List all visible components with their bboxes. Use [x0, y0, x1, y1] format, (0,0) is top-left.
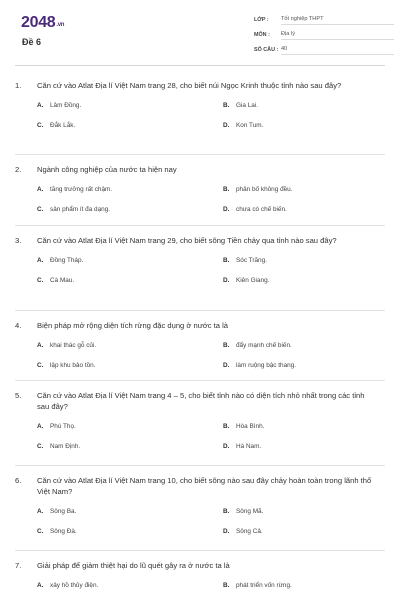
question-1	[15, 66, 385, 155]
question-number: 3.	[15, 236, 22, 245]
meta-row-count	[254, 42, 394, 57]
option-a[interactable]	[37, 185, 211, 194]
option-a[interactable]	[37, 422, 211, 431]
question-3	[15, 226, 385, 311]
option-letter: D.	[223, 277, 230, 284]
meta-label: MÔN :	[254, 31, 270, 38]
option-b[interactable]	[211, 185, 385, 194]
option-text: Kon Tum.	[236, 122, 264, 129]
option-b[interactable]	[211, 101, 385, 110]
option-text: Lâm Đồng.	[50, 102, 82, 109]
option-letter: C.	[37, 528, 44, 535]
option-c[interactable]	[37, 205, 211, 214]
option-text: Nam Định.	[50, 443, 81, 450]
exam-header	[15, 0, 385, 66]
option-a[interactable]	[37, 507, 211, 516]
option-text: Sóc Trăng.	[236, 257, 267, 264]
question-6	[15, 466, 385, 551]
question-7	[15, 551, 385, 600]
question-text	[15, 80, 385, 91]
option-letter: D.	[223, 528, 230, 535]
option-d[interactable]	[211, 361, 385, 370]
option-letter: A.	[37, 508, 44, 515]
option-text: đẩy mạnh chế biến.	[236, 342, 292, 349]
option-b[interactable]	[211, 256, 385, 265]
option-letter: C.	[37, 206, 44, 213]
question-body: Ngành công nghiệp của nước ta hiện nay	[37, 165, 177, 174]
option-letter: C.	[37, 277, 44, 284]
option-text: phát triển vốn rừng.	[236, 582, 292, 589]
option-text: Cà Mau.	[50, 277, 75, 284]
options	[37, 185, 385, 214]
option-text: Sông Ba.	[50, 508, 77, 515]
option-text: Hòa Bình.	[236, 423, 265, 430]
option-letter: C.	[37, 443, 44, 450]
option-text: Sông Cả.	[236, 528, 263, 535]
option-text: Phú Thọ.	[50, 423, 76, 430]
options	[37, 507, 385, 536]
option-letter: B.	[223, 582, 230, 589]
option-a[interactable]	[37, 256, 211, 265]
option-c[interactable]	[37, 442, 211, 451]
option-text: lập khu bảo tồn.	[50, 362, 96, 369]
question-body: Biện pháp mở rộng diện tích rừng đặc dụng ở nước ta là	[37, 321, 229, 330]
option-letter: A.	[37, 342, 44, 349]
option-b[interactable]	[211, 507, 385, 516]
option-c[interactable]	[37, 121, 211, 130]
question-body: Căn cứ vào Atlat Địa lí Việt Nam trang 4 – 5, cho biết tỉnh nào có diện tích nhỏ nhất trong các tỉnh sau đây?	[37, 391, 365, 411]
question-text	[15, 475, 385, 497]
meta-value: Tốt nghiệp THPT	[281, 14, 394, 25]
option-b[interactable]	[211, 341, 385, 350]
meta-value: Địa lý	[281, 29, 394, 40]
option-c[interactable]	[37, 361, 211, 370]
option-text: Sông Đà.	[50, 528, 77, 535]
question-2	[15, 155, 385, 226]
question-number: 6.	[15, 476, 22, 485]
question-body: Căn cứ vào Atlat Địa lí Việt Nam trang 28, cho biết núi Ngọc Krinh thuộc tỉnh nào sau đây?	[37, 81, 342, 90]
option-text: chưa có chế biến.	[236, 206, 287, 213]
option-text: Đồng Tháp.	[50, 257, 84, 264]
options	[37, 581, 385, 590]
options	[37, 341, 385, 370]
option-letter: B.	[223, 423, 230, 430]
question-body: Căn cứ vào Atlat Địa lí Việt Nam trang 10, cho biết sông nào sau đây chảy hoàn toàn trong lãnh thổ Việt Nam?	[37, 476, 372, 496]
option-letter: D.	[223, 443, 230, 450]
option-a[interactable]	[37, 101, 211, 110]
option-text: sản phẩm ít đa dạng.	[50, 206, 111, 213]
option-a[interactable]	[37, 341, 211, 350]
option-b[interactable]	[211, 581, 385, 590]
option-letter: D.	[223, 362, 230, 369]
meta-value: 40	[281, 44, 394, 55]
option-letter: C.	[37, 122, 44, 129]
option-b[interactable]	[211, 422, 385, 431]
question-text	[15, 560, 385, 571]
option-d[interactable]	[211, 276, 385, 285]
meta-row-class	[254, 12, 394, 27]
option-letter: D.	[223, 122, 230, 129]
option-text: Hà Nam.	[236, 443, 262, 450]
options	[37, 422, 385, 451]
option-letter: A.	[37, 582, 44, 589]
question-text	[15, 164, 385, 175]
options	[37, 101, 385, 130]
question-number: 2.	[15, 165, 22, 174]
option-d[interactable]	[211, 205, 385, 214]
option-text: làm ruộng bậc thang.	[236, 362, 297, 369]
logo-main: 2048	[21, 14, 56, 31]
option-letter: A.	[37, 102, 44, 109]
option-c[interactable]	[37, 276, 211, 285]
option-letter: B.	[223, 342, 230, 349]
question-5	[15, 381, 385, 466]
option-c[interactable]	[37, 527, 211, 536]
question-body: Giải pháp để giảm thiệt hại do lũ quét gây ra ở nước ta là	[37, 561, 230, 570]
site-logo[interactable]	[21, 14, 64, 32]
question-text	[15, 390, 385, 412]
option-text: Đắk Lắk.	[50, 122, 76, 129]
option-text: tăng trưởng rất chậm.	[50, 186, 113, 193]
option-letter: C.	[37, 362, 44, 369]
option-d[interactable]	[211, 527, 385, 536]
options	[37, 256, 385, 285]
meta-label: SỐ CÂU :	[254, 46, 279, 53]
exam-code: Đề 6	[22, 37, 42, 47]
option-letter: D.	[223, 206, 230, 213]
exam-meta	[254, 12, 394, 57]
option-text: Kiên Giang.	[236, 277, 270, 284]
question-text	[15, 235, 385, 246]
option-letter: A.	[37, 423, 44, 430]
option-d[interactable]	[211, 121, 385, 130]
option-letter: B.	[223, 257, 230, 264]
question-number: 1.	[15, 81, 22, 90]
question-number: 4.	[15, 321, 22, 330]
question-4	[15, 311, 385, 381]
option-letter: A.	[37, 257, 44, 264]
option-text: xây hồ thủy điện.	[50, 582, 99, 589]
meta-row-subject	[254, 27, 394, 42]
option-text: Sông Mã.	[236, 508, 264, 515]
option-text: phân bố không đều.	[236, 186, 293, 193]
option-d[interactable]	[211, 442, 385, 451]
option-letter: B.	[223, 102, 230, 109]
option-letter: B.	[223, 186, 230, 193]
question-number: 5.	[15, 391, 22, 400]
option-letter: A.	[37, 186, 44, 193]
option-text: Gia Lai.	[236, 102, 259, 109]
option-text: khai thác gỗ củi.	[50, 342, 97, 349]
meta-label: LỚP :	[254, 16, 269, 23]
question-body: Căn cứ vào Atlat Địa lí Việt Nam trang 29, cho biết sông Tiền chảy qua tỉnh nào sau đây?	[37, 236, 337, 245]
logo-suffix: .vn	[56, 22, 65, 28]
question-number: 7.	[15, 561, 22, 570]
option-letter: B.	[223, 508, 230, 515]
option-a[interactable]	[37, 581, 211, 590]
question-text	[15, 320, 385, 331]
